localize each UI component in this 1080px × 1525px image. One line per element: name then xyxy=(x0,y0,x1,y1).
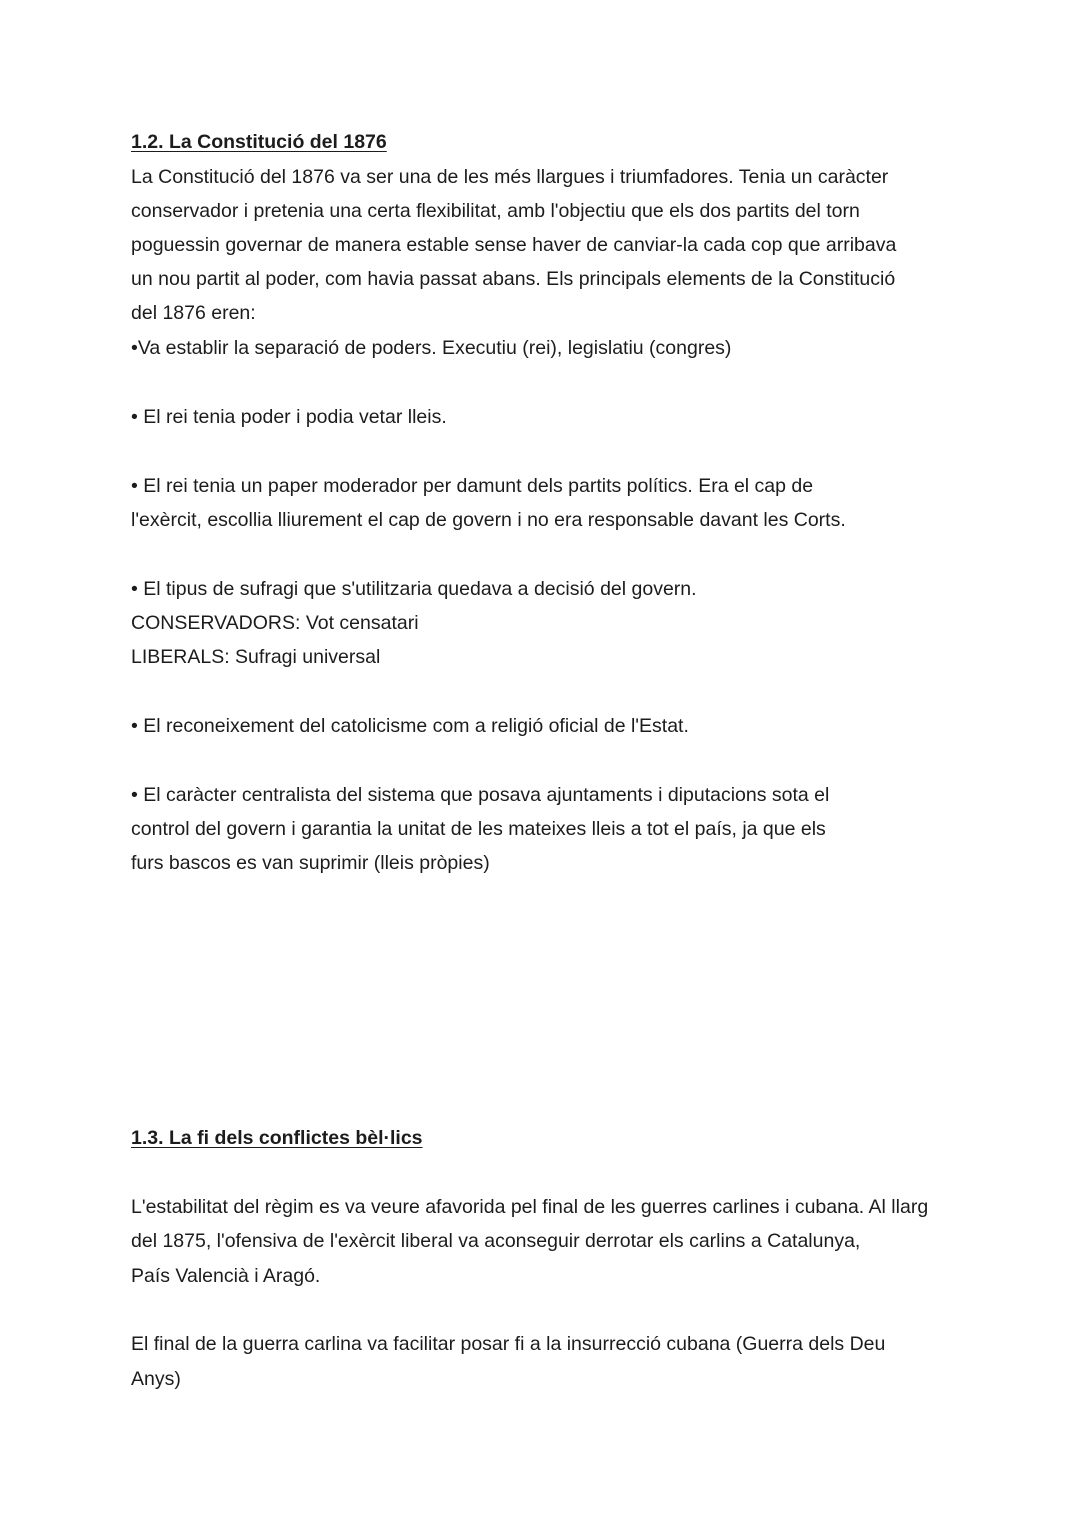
section-heading-1-2: 1.2. La Constitució del 1876 xyxy=(131,131,387,153)
bullet-item: • El reconeixement del catolicisme com a religió oficial de l'Estat. xyxy=(131,715,689,737)
bullet-item-continuation: l'exèrcit, escollia lliurement el cap de govern i no era responsable davant les Corts. xyxy=(131,509,846,531)
bullet-item: • El rei tenia un paper moderador per damunt dels partits polítics. Era el cap de xyxy=(131,475,814,497)
paragraph-line: LIBERALS: Sufragi universal xyxy=(131,646,381,668)
paragraph-line: País Valencià i Aragó. xyxy=(131,1265,321,1287)
bullet-item: • El tipus de sufragi que s'utilitzaria quedava a decisió del govern. xyxy=(131,578,697,600)
paragraph-line: un nou partit al poder, com havia passat abans. Els principals elements de la Constitució xyxy=(131,268,896,290)
paragraph-line: del 1876 eren: xyxy=(131,302,256,324)
paragraph-line: L'estabilitat del règim es va veure afavorida pel final de les guerres carlines i cubana. Al llarg xyxy=(131,1196,929,1218)
paragraph-line: El final de la guerra carlina va facilitar posar fi a la insurrecció cubana (Guerra dels Deu xyxy=(131,1333,886,1355)
bullet-item: •Va establir la separació de poders. Executiu (rei), legislatiu (congres) xyxy=(131,337,732,359)
paragraph-line: del 1875, l'ofensiva de l'exèrcit liberal va aconseguir derrotar els carlins a Catalunya, xyxy=(131,1230,861,1252)
bullet-item: • El rei tenia poder i podia vetar lleis. xyxy=(131,406,447,428)
paragraph-line: conservador i pretenia una certa flexibilitat, amb l'objectiu que els dos partits del torn xyxy=(131,200,860,222)
paragraph-line: La Constitució del 1876 va ser una de les més llargues i triumfadores. Tenia un caràcter xyxy=(131,166,889,188)
bullet-item-continuation: furs bascos es van suprimir (lleis pròpies) xyxy=(131,852,490,874)
bullet-item: • El caràcter centralista del sistema que posava ajuntaments i diputacions sota el xyxy=(131,784,830,806)
paragraph-line: Anys) xyxy=(131,1368,181,1390)
paragraph-line: poguessin governar de manera estable sense haver de canviar-la cada cop que arribava xyxy=(131,234,897,256)
paragraph-line: CONSERVADORS: Vot censatari xyxy=(131,612,419,634)
section-heading-1-3: 1.3. La fi dels conflictes bèl·lics xyxy=(131,1127,423,1149)
bullet-item-continuation: control del govern i garantia la unitat de les mateixes lleis a tot el país, ja que els xyxy=(131,818,826,840)
